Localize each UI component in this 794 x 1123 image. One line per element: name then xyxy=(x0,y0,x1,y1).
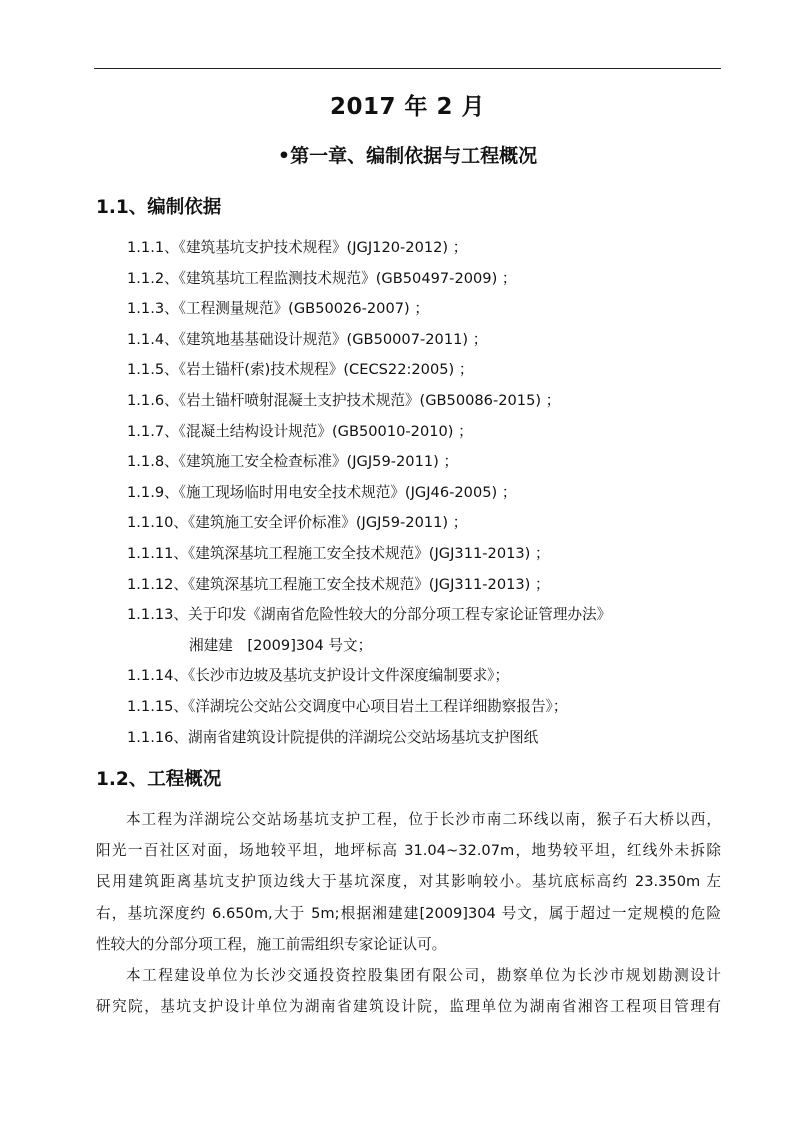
list-item: 1.1.15、《洋湖垸公交站公交调度中心项目岩土工程详细勘察报告》； xyxy=(127,697,568,715)
list-item: 1.1.6、《岩土锚杆喷射混凝土支护技术规范》(GB50086-2015) ； xyxy=(127,391,561,409)
list-item: 1.1.12、《建筑深基坑工程施工安全技术规范》(JGJ311-2013) ； xyxy=(127,575,550,593)
paragraph-line: 本工程为洋湖垸公交站场基坑支护工程，位于长沙市南二环线以南，猴子石大桥以西， xyxy=(126,811,721,828)
header-rule xyxy=(94,68,721,69)
section-title-1-1: 1.1、编制依据 xyxy=(96,197,222,218)
date-title: 2017 年 2 月 xyxy=(329,94,486,120)
list-item: 1.1.1、《建筑基坑支护技术规程》(JGJ120-2012) ； xyxy=(127,239,468,256)
paragraph-line: 性较大的分部分项工程，施工前需组织专家论证认可。 xyxy=(96,935,447,953)
list-item: 1.1.10、《建筑施工安全评价标准》(JGJ59-2011) ； xyxy=(127,514,468,532)
list-item: 1.1.7、《混凝土结构设计规范》(GB50010-2010) ； xyxy=(127,422,473,440)
paragraph-line: 阳光一百社区对面，场地较平坦，地坪标高 31.04~32.07m，地势较平坦，红线外未拆除 xyxy=(96,842,721,860)
list-item: 1.1.2、《建筑基坑工程监测技术规范》(GB50497-2009) ； xyxy=(127,269,517,287)
list-item: 1.1.8、《建筑施工安全检查标准》(JGJ59-2011) ； xyxy=(127,453,459,471)
list-item: 1.1.3、《工程测量规范》(GB50026-2007) ； xyxy=(127,300,429,318)
paragraph-line: 本工程建设单位为长沙交通投资控股集团有限公司，勘察单位为长沙市规划勘测设计 xyxy=(126,967,721,984)
list-item-continuation: 湘建建 [2009]304 号文； xyxy=(189,636,373,654)
paragraph-line: 研究院，基坑支护设计单位为湖南省建筑设计院，监理单位为湖南省湘咨工程项目管理有 xyxy=(96,998,721,1016)
chapter-title: •第一章、编制依据与工程概况 xyxy=(277,145,538,167)
overview-paragraph-1 xyxy=(96,804,721,960)
paragraph-line: 民用建筑距离基坑支护顶边线大于基坑深度，对其影响较小。基坑底标高约 23.350m 左 xyxy=(96,873,721,891)
list-item: 1.1.4、《建筑地基基础设计规范》(GB50007-2011) ； xyxy=(127,330,488,348)
section-title-1-2: 1.2、工程概况 xyxy=(96,769,222,790)
list-item: 1.1.14、《长沙市边坡及基坑支护设计文件深度编制要求》； xyxy=(127,667,510,685)
paragraph-line: 右，基坑深度约 6.650m,大于 5m;根据湘建建[2009]304 号文，属于超过一定规模的危险 xyxy=(96,904,721,922)
list-item: 1.1.5、《岩土锚杆(索)技术规程》(CECS22:2005) ； xyxy=(127,361,474,379)
list-item: 1.1.9、《施工现场临时用电安全技术规范》(JGJ46-2005) ； xyxy=(127,483,517,501)
list-item: 1.1.13、关于印发《湖南省危险性较大的分部分项工程专家论证管理办法》 xyxy=(127,606,612,624)
reference-list xyxy=(127,233,611,753)
overview-paragraph-2 xyxy=(96,960,721,1022)
list-item: 1.1.16、湖南省建筑设计院提供的洋湖垸公交站场基坑支护图纸 xyxy=(127,728,539,746)
list-item: 1.1.11、《建筑深基坑工程施工安全技术规范》(JGJ311-2013) ； xyxy=(127,544,550,562)
